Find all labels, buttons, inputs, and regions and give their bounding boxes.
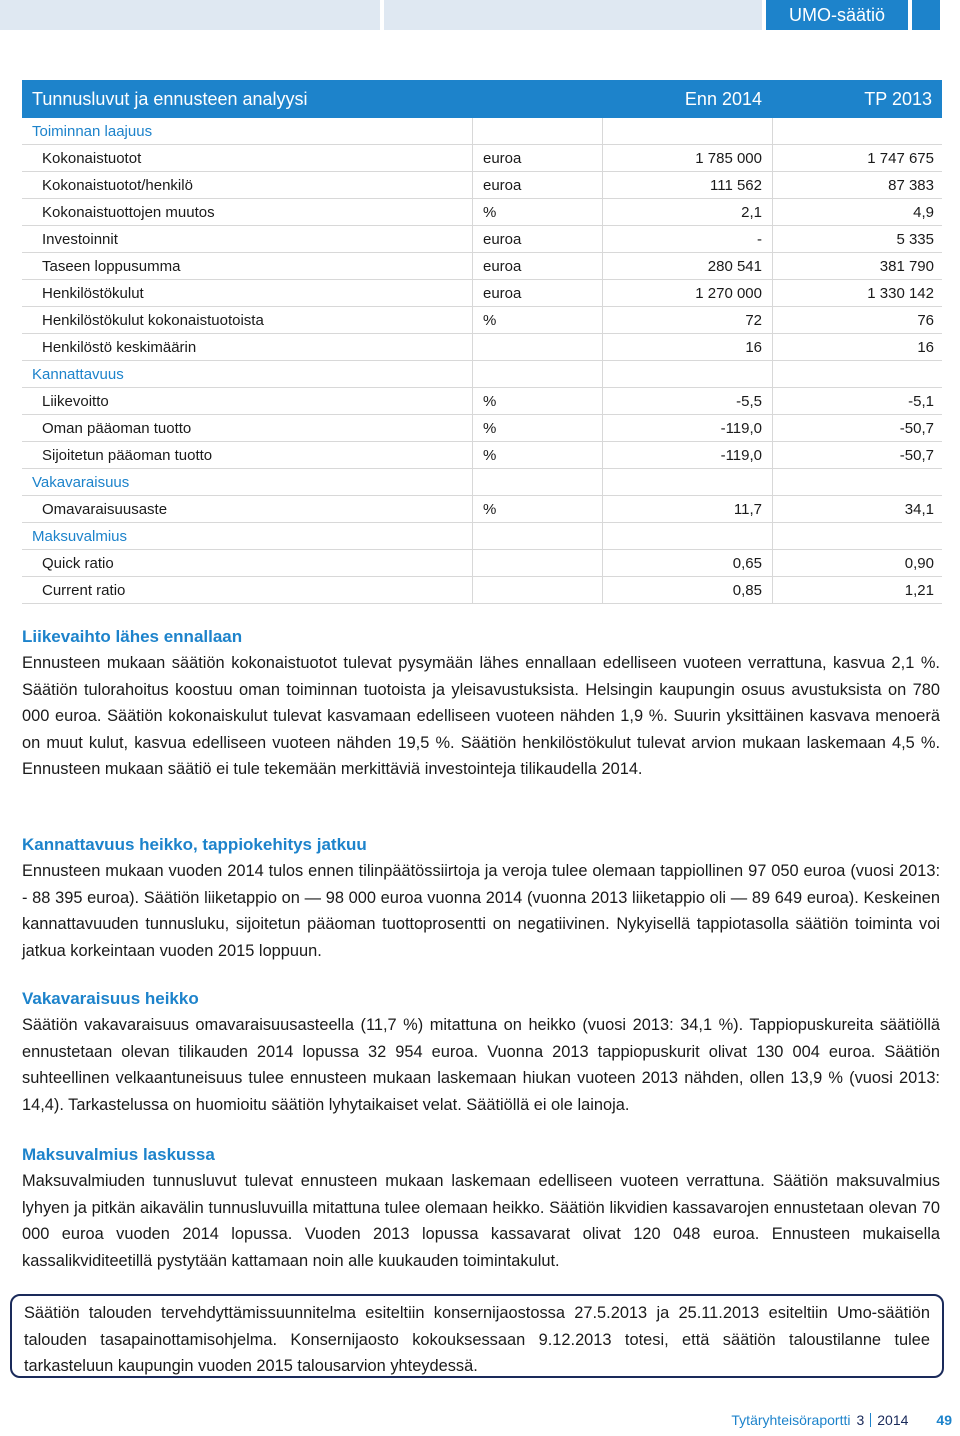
row-unit xyxy=(472,523,602,549)
row-unit: % xyxy=(472,199,602,225)
row-label: Kokonaistuotot xyxy=(42,149,142,167)
row-label: Toiminnan laajuus xyxy=(32,122,153,140)
section-heading: Vakavaraisuus heikko xyxy=(22,989,199,1008)
row-value-forecast: 2,1 xyxy=(602,199,772,225)
table-title: Tunnusluvut ja ennusteen analyysi xyxy=(32,88,308,109)
table-row xyxy=(22,496,942,523)
row-value-actual: 1 330 142 xyxy=(772,280,942,306)
row-value-forecast: - xyxy=(602,226,772,252)
row-unit xyxy=(472,361,602,387)
row-value-forecast: -119,0 xyxy=(602,415,772,441)
row-unit: % xyxy=(472,307,602,333)
row-label: Oman pääoman tuotto xyxy=(42,419,192,437)
row-value-forecast: -119,0 xyxy=(602,442,772,468)
row-label: Kannattavuus xyxy=(32,365,124,383)
row-value-forecast: 0,85 xyxy=(602,577,772,603)
row-value-actual: 87 383 xyxy=(772,172,942,198)
row-value-actual: -50,7 xyxy=(772,442,942,468)
section-body: Säätiön vakavaraisuus omavaraisuusasteella (11,7 %) mitattuna on heikko (vuosi 2013: 34,1 %). Tappiopuskureita säätiöllä ennustetaan olevan tilikauden 2014 lopussa 32 954 euroa. Vuonna 2013 tappiopuskurit olivat 130 004 euroa. Säätiön suhteellinen velkaantuneisuus tulee ennusteen mukaan laskemaan hiukan vuoteen 2013 nähden, ollen 13,9 % (vuosi 2013: 14,4). Tarkastelussa on huomioitu säätiön lyhytaikaiset velat. Säätiöllä ei ole lainoja. xyxy=(22,1016,940,1114)
table-section-row xyxy=(22,118,942,145)
section-body: Ennusteen mukaan vuoden 2014 tulos ennen tilinpäätössiirtoja ja veroja tulee olemaan tappiollinen 97 050 euroa (vuosi 2013: - 88 395 euroa). Säätiön liiketappio on — 98 000 euroa vuonna 2014 (vuonna 2013 liiketappio oli — 89 649 euroa). Keskeinen kannattavuuden tunnusluku, sijoitetun pääoman tuottoprosentti on negatiivinen. Nykyisellä tappiotasolla säätiön toiminta voi jatkua korkeintaan vuoden 2015 loppuun. xyxy=(22,862,940,960)
row-label: Quick ratio xyxy=(42,554,114,572)
row-value-actual: 1 747 675 xyxy=(772,145,942,171)
row-unit xyxy=(472,334,602,360)
section-solvency xyxy=(22,986,940,1118)
row-unit xyxy=(472,577,602,603)
page-number: 49 xyxy=(936,1412,952,1428)
header-end-block xyxy=(912,0,940,30)
row-unit xyxy=(472,118,602,144)
row-value-actual: -50,7 xyxy=(772,415,942,441)
row-value-actual xyxy=(772,361,942,387)
row-value-forecast: 280 541 xyxy=(602,253,772,279)
report-title: Tytäryhteisöraportti xyxy=(731,1412,851,1428)
row-label: Taseen loppusumma xyxy=(42,257,181,275)
row-unit: euroa xyxy=(472,145,602,171)
row-value-actual: 76 xyxy=(772,307,942,333)
row-value-forecast xyxy=(602,118,772,144)
row-value-forecast: 1 270 000 xyxy=(602,280,772,306)
table-row xyxy=(22,145,942,172)
row-value-actual: -5,1 xyxy=(772,388,942,414)
table-section-row xyxy=(22,361,942,388)
row-label: Henkilöstökulut kokonaistuotoista xyxy=(42,311,264,329)
row-label: Investoinnit xyxy=(42,230,118,248)
row-unit: euroa xyxy=(472,172,602,198)
row-value-forecast: 111 562 xyxy=(602,172,772,198)
row-unit: euroa xyxy=(472,253,602,279)
row-label: Maksuvalmius xyxy=(32,527,128,545)
kpi-table-body xyxy=(22,118,942,604)
row-value-actual xyxy=(772,523,942,549)
row-value-actual: 34,1 xyxy=(772,496,942,522)
row-value-actual xyxy=(772,118,942,144)
row-value-actual: 16 xyxy=(772,334,942,360)
row-value-forecast: 72 xyxy=(602,307,772,333)
row-label: Vakavaraisuus xyxy=(32,473,130,491)
table-section-row xyxy=(22,469,942,496)
table-row xyxy=(22,280,942,307)
row-unit: % xyxy=(472,388,602,414)
table-row xyxy=(22,253,942,280)
row-value-actual: 1,21 xyxy=(772,577,942,603)
row-label: Sijoitetun pääoman tuotto xyxy=(42,446,213,464)
note-box xyxy=(10,1294,944,1378)
section-heading: Maksuvalmius laskussa xyxy=(22,1145,215,1164)
section-heading: Kannattavuus heikko, tappiokehitys jatkuu xyxy=(22,835,367,854)
report-year: 2014 xyxy=(877,1412,909,1428)
row-unit: % xyxy=(472,442,602,468)
header-band xyxy=(0,0,960,30)
page-footer xyxy=(731,1412,952,1428)
table-row xyxy=(22,226,942,253)
section-body: Ennusteen mukaan säätiön kokonaistuotot tulevat pysymään lähes ennallaan edelliseen vuoteen verrattuna, kasvua 2,1 %. Säätiön tulorahoitus koostuu oman toiminnan tuotoista ja yleisavustuksista. Helsingin kaupungin osuus avustuksista on 780 000 euroa. Säätiön kokonaiskulut tulevat kasvamaan edelliseen vuoteen nähden 1,9 %. Suurin yksittäinen kasvava menoerä on muut kulut, kasvua edelliseen vuoteen nähden 19,5 %. Säätiön henkilöstökulut tulevat arvion mukaan laskemaan 4,5 %. Ennusteen mukaan säätiö ei tule tekemään merkittäviä investointeja tilikaudella 2014. xyxy=(22,654,940,778)
row-value-forecast: 11,7 xyxy=(602,496,772,522)
table-row xyxy=(22,577,942,604)
row-value-forecast: 0,65 xyxy=(602,550,772,576)
table-row xyxy=(22,172,942,199)
header-stripe xyxy=(0,0,380,30)
table-section-row xyxy=(22,523,942,550)
row-unit: euroa xyxy=(472,280,602,306)
table-row xyxy=(22,415,942,442)
section-liquidity xyxy=(22,1142,940,1274)
table-row xyxy=(22,388,942,415)
row-label: Henkilöstö keskimäärin xyxy=(42,338,197,356)
section-revenue xyxy=(22,624,940,783)
table-row xyxy=(22,199,942,226)
row-value-actual: 0,90 xyxy=(772,550,942,576)
header-stripe xyxy=(384,0,762,30)
row-label: Liikevoitto xyxy=(42,392,109,410)
row-unit: euroa xyxy=(472,226,602,252)
table-row xyxy=(22,307,942,334)
row-value-forecast: -5,5 xyxy=(602,388,772,414)
row-unit xyxy=(472,469,602,495)
row-label: Henkilöstökulut xyxy=(42,284,144,302)
row-label: Kokonaistuotot/henkilö xyxy=(42,176,193,194)
row-value-forecast: 16 xyxy=(602,334,772,360)
row-value-actual: 381 790 xyxy=(772,253,942,279)
row-label: Kokonaistuottojen muutos xyxy=(42,203,215,221)
row-value-forecast xyxy=(602,523,772,549)
row-value-forecast xyxy=(602,361,772,387)
column-header-forecast: Enn 2014 xyxy=(684,88,762,109)
note-text: Säätiön talouden tervehdyttämissuunnitelma esiteltiin konsernijaostossa 27.5.2013 ja 25.11.2013 esiteltiin Umo-säätiön talouden tasapainottamisohjelma. Konsernijaosto kokouksessaan 9.12.2013 totesi, että säätiön taloustilanne tulee tarkasteluun kaupungin vuoden 2015 talousarvion yhteydessä. xyxy=(24,1304,930,1375)
table-row xyxy=(22,550,942,577)
section-heading: Liikevaihto lähes ennallaan xyxy=(22,627,243,646)
footer-divider xyxy=(870,1413,871,1427)
row-value-actual xyxy=(772,469,942,495)
section-tab: UMO-säätiö xyxy=(766,0,908,30)
row-value-forecast xyxy=(602,469,772,495)
row-label: Omavaraisuusaste xyxy=(42,500,168,518)
table-row xyxy=(22,334,942,361)
row-unit xyxy=(472,550,602,576)
report-number: 3 xyxy=(856,1412,865,1428)
row-value-actual: 4,9 xyxy=(772,199,942,225)
section-body: Maksuvalmiuden tunnusluvut tulevat ennusteen mukaan laskemaan edelliseen vuoteen verrattuna. Säätiön maksuvalmius lyhyen ja pitkän aikavälin tunnusluvuilla mitattuna tulee olemaan heikko. Säätiön likvidien kassavarojen ennustetaan olevan 70 000 euroa vuoden 2014 lopussa. Vuoden 2013 lopussa kassavarat olivat 120 048 euroa. Ennusteen mukaisella kassalikviditeetillä pystytään kattamaan noin alle kuukauden toimintakulut. xyxy=(22,1172,940,1270)
kpi-table-header xyxy=(22,80,942,118)
section-profitability xyxy=(22,832,940,964)
row-label: Current ratio xyxy=(42,581,126,599)
row-unit: % xyxy=(472,415,602,441)
row-value-actual: 5 335 xyxy=(772,226,942,252)
table-row xyxy=(22,442,942,469)
row-value-forecast: 1 785 000 xyxy=(602,145,772,171)
kpi-table xyxy=(22,80,942,604)
row-unit: % xyxy=(472,496,602,522)
column-header-actual: TP 2013 xyxy=(864,88,932,109)
